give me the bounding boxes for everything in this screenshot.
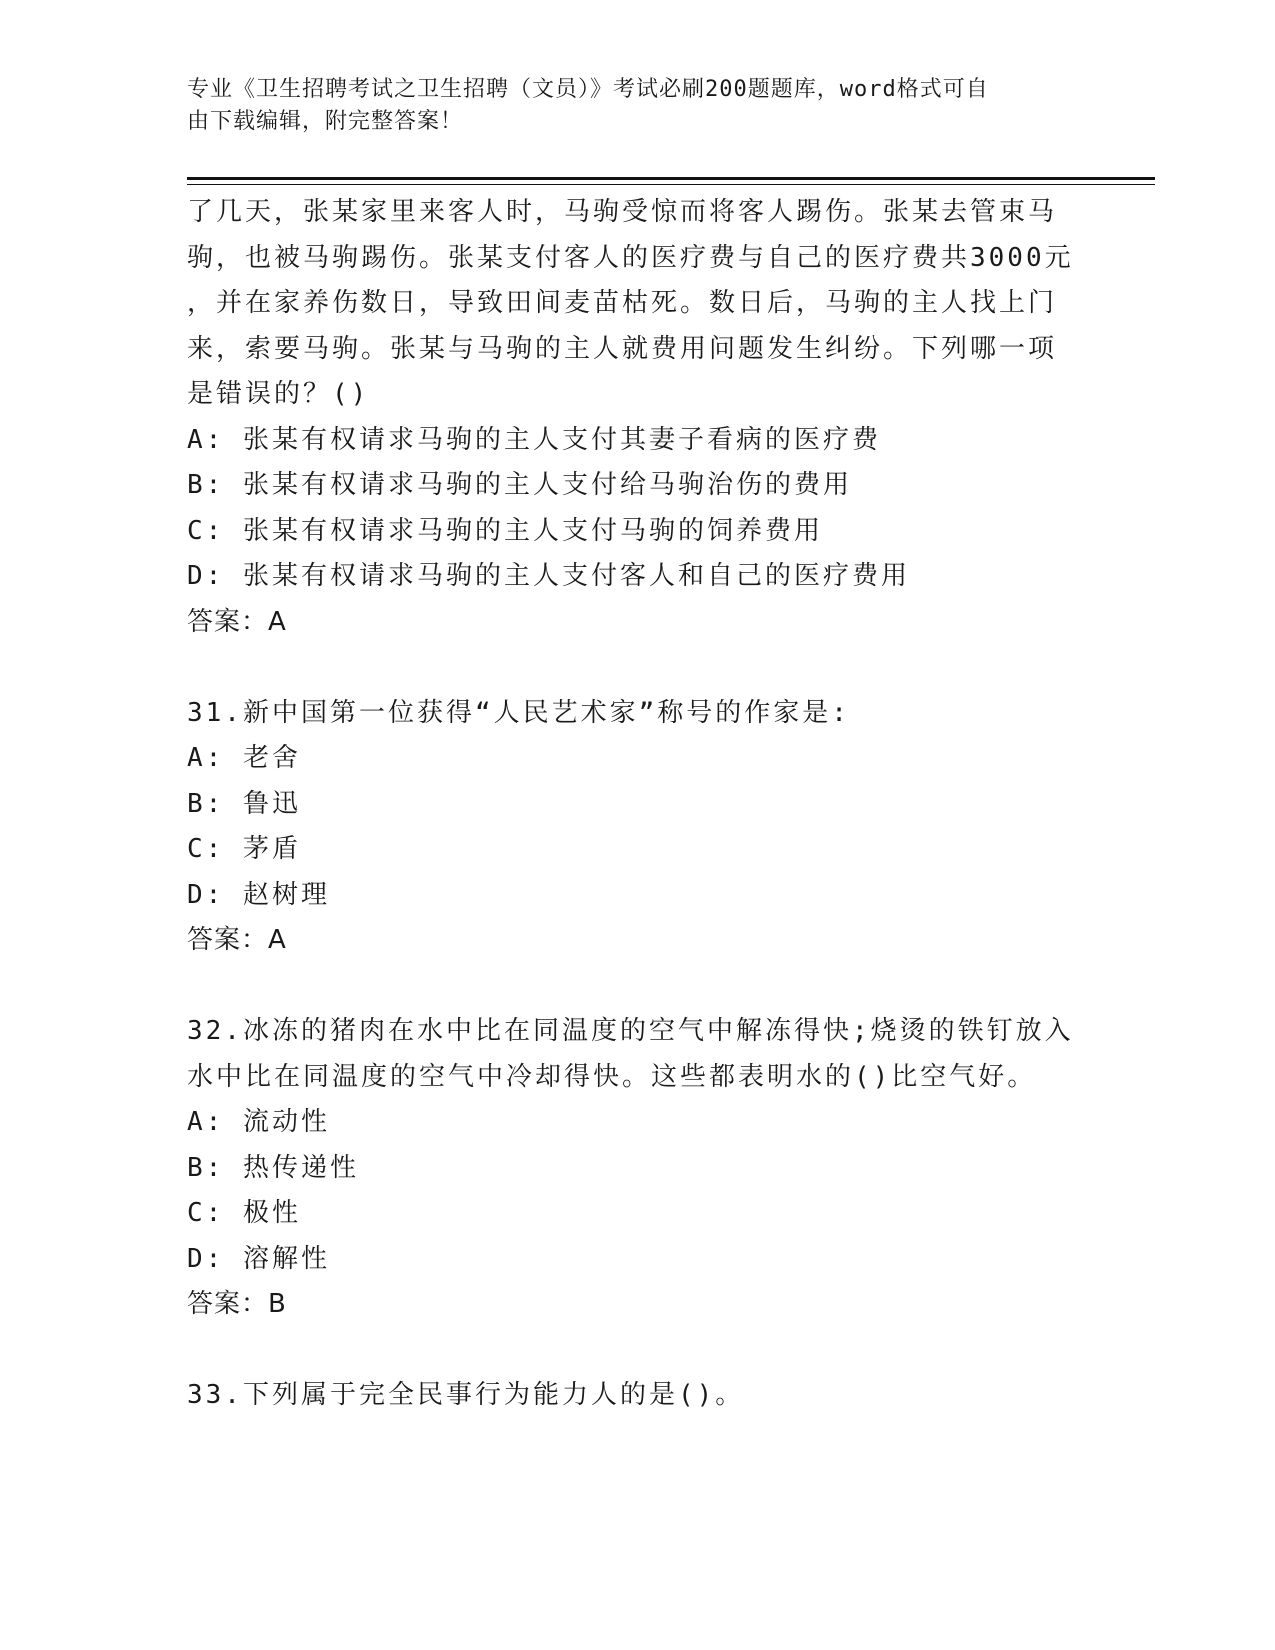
question-stem-line: 32.冰冻的猪肉在水中比在同温度的空气中解冻得快;烧烫的铁钉放入: [187, 1016, 1074, 1046]
question-list: [187, 190, 1087, 1419]
spacer: [187, 1328, 1087, 1374]
question-stem-line: 了几天，张某家里来客人时，马驹受惊而将客人踢伤。张某去管束马: [187, 197, 1058, 227]
question-stem-line: 33.下列属于完全民事行为能力人的是()。: [187, 1380, 745, 1410]
question-32: [187, 1009, 1087, 1328]
option-a: A: 流动性: [187, 1107, 330, 1137]
option-a: A: 老舍: [187, 743, 301, 773]
question-stem-line: 来，索要马驹。张某与马驹的主人就费用问题发生纠纷。下列哪一项: [187, 333, 1058, 364]
answer-line: 答案：A: [187, 606, 287, 637]
document-header: [187, 74, 1067, 138]
question-stem-line: ，并在家养伤数日，导致田间麦苗枯死。数日后，马驹的主人找上门: [187, 288, 1058, 318]
option-d: D: 赵树理: [187, 879, 330, 910]
answer-line: 答案：A: [187, 925, 287, 955]
question-33: [187, 1373, 1087, 1419]
option-b: B: 热传递性: [187, 1152, 359, 1183]
option-d: D: 溶解性: [187, 1243, 330, 1274]
option-c: C: 张某有权请求马驹的主人支付马驹的饲养费用: [187, 515, 823, 546]
question-stem-line: 驹，也被马驹踢伤。张某支付客人的医疗费与自己的医疗费共3000元: [187, 242, 1074, 273]
option-a: A: 张某有权请求马驹的主人支付其妻子看病的医疗费: [187, 424, 881, 455]
question-stem-line: 水中比在同温度的空气中冷却得快。这些都表明水的()比空气好。: [187, 1061, 1037, 1092]
header-line-1: 专业《卫生招聘考试之卫生招聘（文员）》考试必刷200题题库，word格式可自: [187, 77, 989, 102]
question-stem-line: 是错误的？(): [187, 379, 370, 409]
option-c: C: 极性: [187, 1198, 301, 1228]
header-rule-thick: [187, 177, 1155, 180]
answer-line: 答案：B: [187, 1289, 287, 1319]
question-30: [187, 190, 1087, 645]
spacer: [187, 645, 1087, 691]
option-b: B: 张某有权请求马驹的主人支付给马驹治伤的费用: [187, 470, 852, 500]
spacer: [187, 964, 1087, 1010]
header-line-2: 由下载编辑，附完整答案！: [187, 109, 464, 134]
option-c: C: 茅盾: [187, 834, 301, 864]
option-d: D: 张某有权请求马驹的主人支付客人和自己的医疗费用: [187, 561, 910, 591]
header-rule-thin: [187, 184, 1155, 185]
option-b: B: 鲁迅: [187, 788, 301, 819]
question-31: [187, 691, 1087, 964]
question-stem-line: 31.新中国第一位获得“人民艺术家”称号的作家是:: [187, 697, 850, 728]
